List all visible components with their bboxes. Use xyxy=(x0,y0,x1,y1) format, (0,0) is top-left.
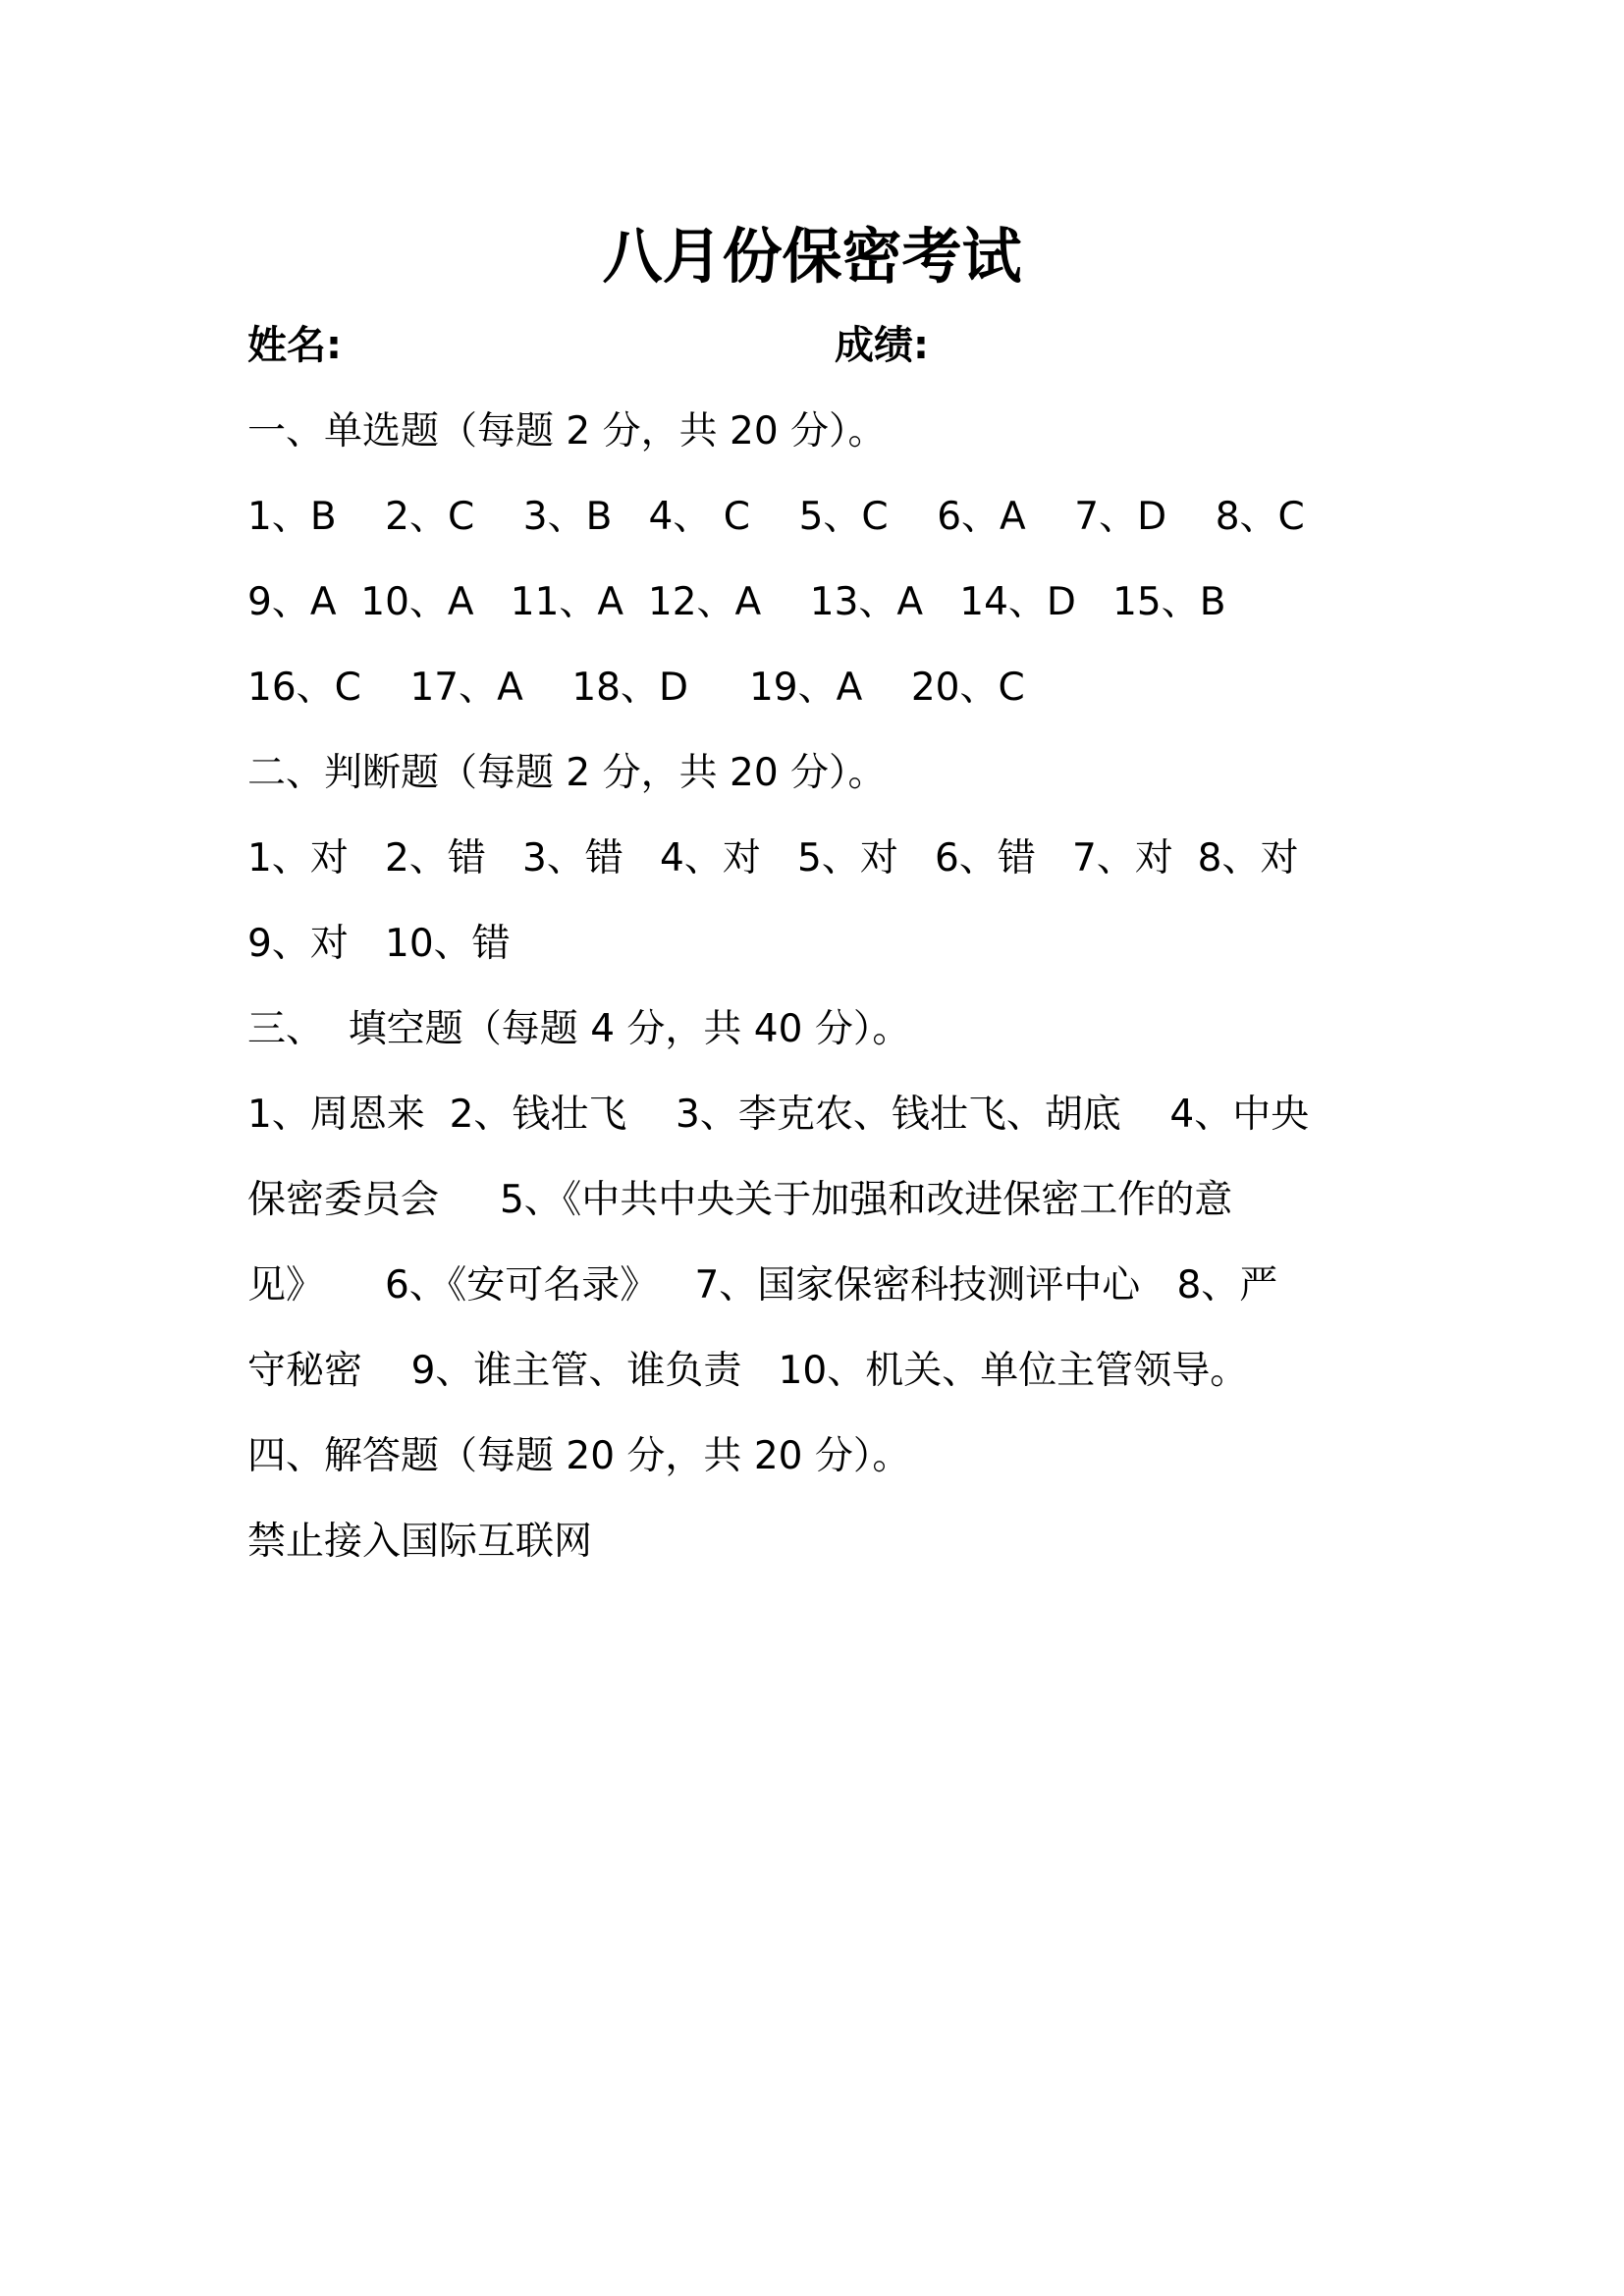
section-3-heading: 三、 填空题（每题 4 分，共 40 分）。 xyxy=(247,1007,911,1051)
answer-line: 见》 6、《安可名录》 7、国家保密科技测评中心 8、严 xyxy=(247,1263,1278,1308)
answer-line: 1、周恩来 2、钱壮飞 3、李克农、钱壮飞、胡底 4、中央 xyxy=(247,1093,1310,1137)
answer-line: 守秘密 9、谁主管、谁负责 10、机关、单位主管领导。 xyxy=(247,1349,1249,1393)
header-fields xyxy=(247,316,1377,375)
section-1-heading: 一、单选题（每题 2 分，共 20 分）。 xyxy=(247,409,887,454)
answer-line: 保密委员会 5、《中共中央关于加强和改进保密工作的意 xyxy=(247,1178,1233,1222)
answer-line: 禁止接入国际互联网 xyxy=(247,1520,593,1564)
answer-line: 1、B 2、C 3、B 4、 C 5、C 6、A 7、D 8、C xyxy=(247,495,1305,539)
section-2-heading: 二、判断题（每题 2 分，共 20 分）。 xyxy=(247,751,887,795)
answer-line: 1、对 2、错 3、错 4、对 5、对 6、错 7、对 8、对 xyxy=(247,836,1299,881)
name-label: 姓名: xyxy=(247,323,342,368)
answer-line: 9、A 10、A 11、A 12、A 13、A 14、D 15、B xyxy=(247,580,1226,624)
page-title: 八月份保密考试 xyxy=(602,222,1022,292)
answer-line: 9、对 10、错 xyxy=(247,922,511,966)
score-label: 成绩: xyxy=(835,323,929,368)
answer-line: 16、C 17、A 18、D 19、A 20、C xyxy=(247,666,1025,710)
section-4-heading: 四、解答题（每题 20 分，共 20 分）。 xyxy=(247,1434,911,1478)
